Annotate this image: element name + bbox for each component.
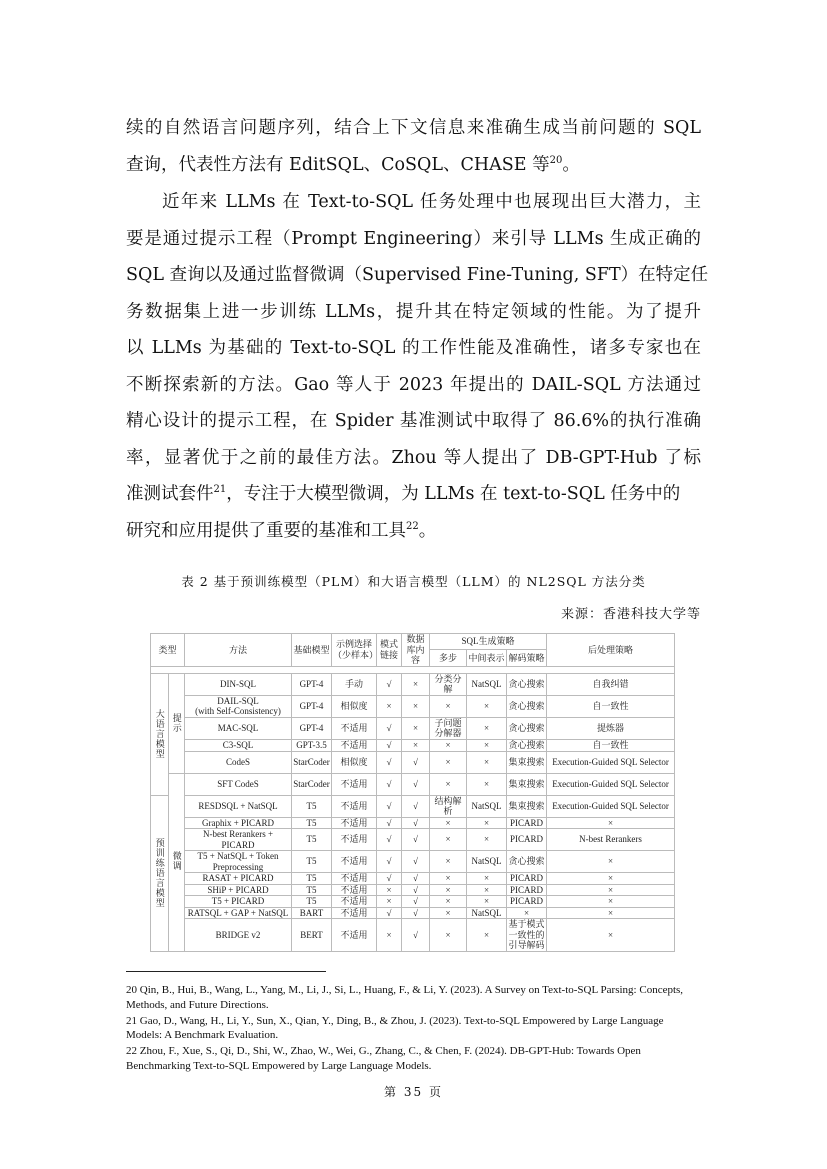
cell-intermediate: ×	[467, 717, 507, 739]
paragraph-line: 率，显著优于之前的最佳方法。Zhou 等人提出了 DB-GPT-Hub 了标	[126, 447, 701, 468]
header-method: 方法	[185, 634, 292, 667]
cell-multi-step: ×	[430, 751, 467, 773]
cell-post-processing: 自我纠错	[547, 673, 675, 695]
cell-decoding: PICARD	[507, 829, 547, 851]
header-type: 类型	[151, 634, 185, 667]
table-row	[151, 884, 675, 896]
cell-intermediate: ×	[467, 751, 507, 773]
cell-db-content: √	[402, 773, 430, 795]
cell-multi-step: ×	[430, 896, 467, 908]
cell-schema-linking: √	[377, 673, 402, 695]
cell-post-processing: 自一致性	[547, 695, 675, 717]
footnotes	[126, 983, 701, 1075]
cell-example-selection: 不适用	[332, 773, 377, 795]
table-row	[151, 717, 675, 739]
footnote-ref[interactable]: 22	[406, 520, 419, 532]
cell-schema-linking: √	[377, 829, 402, 851]
table-row	[151, 795, 675, 817]
table-row	[151, 919, 675, 952]
cell-multi-step: ×	[430, 817, 467, 829]
cell-db-content: √	[402, 884, 430, 896]
paragraph-line: 续的自然语言问题序列，结合上下文信息来准确生成当前问题的 SQL	[126, 118, 701, 138]
footnote-rule	[126, 971, 326, 972]
footnote: 20 Qin, B., Hui, B., Wang, L., Yang, M., Li, J., Si, L., Huang, F., & Li, Y. (2023). A Survey on Text-to-SQL Parsing: Concepts, Methods, and Future Directions.	[126, 984, 684, 1011]
cell-db-content: √	[402, 795, 430, 817]
header-intermediate: 中间表示	[467, 650, 507, 666]
cell-schema-linking: √	[377, 739, 402, 751]
cell-schema-linking: √	[377, 851, 402, 873]
table-row	[151, 896, 675, 908]
methods-table	[150, 633, 675, 952]
cell-post-processing: ×	[547, 817, 675, 829]
cell-method: T5 + NatSQL + Token Preprocessing	[185, 851, 292, 873]
cell-base-model: T5	[292, 896, 332, 908]
cell-decoding: ×	[507, 907, 547, 919]
cell-db-content: ×	[402, 673, 430, 695]
cell-schema-linking: √	[377, 751, 402, 773]
cell-multi-step: ×	[430, 907, 467, 919]
paragraph-line: 务数据集上进一步训练 LLMs，提升其在特定领域的性能。为了提升	[126, 301, 701, 322]
cell-multi-step: 结构解析	[430, 795, 467, 817]
table-row	[151, 873, 675, 885]
cell-intermediate: ×	[467, 773, 507, 795]
header-base-model: 基础模型	[292, 634, 332, 667]
cell-post-processing: 自一致性	[547, 739, 675, 751]
cell-multi-step: ×	[430, 695, 467, 717]
cell-schema-linking: ×	[377, 896, 402, 908]
cell-intermediate: NatSQL	[467, 907, 507, 919]
table-row	[151, 673, 675, 695]
cell-base-model: StarCoder	[292, 773, 332, 795]
cell-base-model: GPT-3.5	[292, 739, 332, 751]
cell-intermediate: NatSQL	[467, 795, 507, 817]
header-schema-linking: 模式链接	[377, 634, 402, 667]
cell-decoding: PICARD	[507, 884, 547, 896]
cell-method: C3-SQL	[185, 739, 292, 751]
cell-schema-linking: √	[377, 773, 402, 795]
cell-db-content: ×	[402, 739, 430, 751]
cell-example-selection: 不适用	[332, 817, 377, 829]
table-row	[151, 739, 675, 751]
header-sql-strategy: SQL生成策略	[430, 634, 547, 650]
footnote: 22 Zhou, F., Xue, S., Qi, D., Shi, W., Zhao, W., Wei, G., Zhang, C., & Chen, F. (2024). DB-GPT-Hub: Towards Open Benchmarking Text-to-SQL Empowered by Large Language Models.	[126, 1045, 641, 1072]
subgroup-finetune-cell	[169, 773, 185, 952]
cell-schema-linking: √	[377, 873, 402, 885]
paragraph-line: 研究和应用提供了重要的基准和工具$^{22}$。	[126, 520, 437, 541]
table-row	[151, 751, 675, 773]
paragraph-line: 精心设计的提示工程，在 Spider 基准测试中取得了 86.6%的执行准确	[126, 411, 701, 431]
cell-method: N-best Rerankers + PICARD	[185, 829, 292, 851]
group-llm: 大语言模型	[151, 673, 169, 795]
cell-base-model: BART	[292, 907, 332, 919]
cell-method: DAIL-SQL (with Self-Consistency)	[185, 695, 292, 717]
cell-example-selection: 手动	[332, 673, 377, 695]
table-row	[151, 829, 675, 851]
cell-decoding: 贪心搜索	[507, 717, 547, 739]
cell-schema-linking: √	[377, 795, 402, 817]
cell-decoding: 集束搜索	[507, 795, 547, 817]
cell-intermediate: NatSQL	[467, 673, 507, 695]
cell-intermediate: ×	[467, 873, 507, 885]
table-row	[151, 851, 675, 873]
cell-schema-linking: √	[377, 817, 402, 829]
cell-intermediate: ×	[467, 919, 507, 952]
cell-db-content: √	[402, 851, 430, 873]
cell-method: BRIDGE v2	[185, 919, 292, 952]
table-row	[151, 773, 675, 795]
cell-post-processing: ×	[547, 919, 675, 952]
table-spacer	[151, 666, 675, 673]
cell-multi-step: 子问题分解器	[430, 717, 467, 739]
cell-base-model: GPT-4	[292, 695, 332, 717]
cell-example-selection: 不适用	[332, 896, 377, 908]
footnote: 21 Gao, D., Wang, H., Li, Y., Sun, X., Qian, Y., Ding, B., & Zhou, J. (2023). Text-to-SQL Empowered by Large Language Models: A Benchmark Evaluation.	[126, 1014, 664, 1041]
cell-multi-step: ×	[430, 873, 467, 885]
cell-base-model: T5	[292, 851, 332, 873]
cell-db-content: √	[402, 896, 430, 908]
cell-post-processing: ×	[547, 907, 675, 919]
cell-intermediate: ×	[467, 817, 507, 829]
cell-example-selection: 不适用	[332, 919, 377, 952]
cell-post-processing: ×	[547, 896, 675, 908]
paragraph-line: SQL 查询以及通过监督微调（Supervised Fine-Tuning, SFT）在特定任	[126, 265, 709, 285]
cell-method: SHiP + PICARD	[185, 884, 292, 896]
cell-post-processing: Execution-Guided SQL Selector	[547, 773, 675, 795]
cell-example-selection: 不适用	[332, 795, 377, 817]
cell-post-processing: ×	[547, 851, 675, 873]
cell-method: DIN-SQL	[185, 673, 292, 695]
cell-base-model: StarCoder	[292, 751, 332, 773]
cell-example-selection: 相似度	[332, 695, 377, 717]
cell-db-content: ×	[402, 695, 430, 717]
paragraph-line: 要是通过提示工程（Prompt Engineering）来引导 LLMs 生成正确的	[126, 228, 701, 249]
cell-schema-linking: ×	[377, 695, 402, 717]
cell-example-selection: 不适用	[332, 829, 377, 851]
cell-schema-linking: ×	[377, 919, 402, 952]
paragraph-1	[126, 110, 701, 183]
cell-method: RASAT + PICARD	[185, 873, 292, 885]
table-caption: 表 2 基于预训练模型（PLM）和大语言模型（LLM）的 NL2SQL 方法分类	[181, 574, 646, 589]
cell-db-content: √	[402, 751, 430, 773]
cell-decoding: 贪心搜索	[508, 739, 545, 750]
cell-intermediate: ×	[467, 739, 507, 751]
table-row	[151, 695, 675, 717]
cell-intermediate: ×	[467, 884, 507, 896]
cell-decoding: 贪心搜索	[507, 851, 547, 873]
cell-decoding: 贪心搜索	[507, 695, 547, 717]
source-note: 来源：香港科技大学等	[560, 607, 701, 622]
cell-method: SFT CodeS	[185, 773, 292, 795]
cell-example-selection: 不适用	[332, 851, 377, 873]
cell-db-content: √	[402, 919, 430, 952]
cell-base-model: GPT-4	[292, 717, 332, 739]
page-number: 第 35 页	[384, 1085, 443, 1099]
cell-multi-step: ×	[430, 851, 467, 873]
cell-base-model: BERT	[292, 919, 332, 952]
cell-db-content: ×	[402, 717, 430, 739]
cell-example-selection: 相似度	[332, 751, 377, 773]
cell-decoding: 贪心搜索	[507, 673, 547, 695]
cell-db-content: √	[402, 907, 430, 919]
cell-schema-linking: ×	[377, 884, 402, 896]
cell-post-processing: Execution-Guided SQL Selector	[547, 751, 675, 773]
cell-decoding: 基于模式一致性的引导解码	[508, 919, 545, 951]
cell-post-processing: Execution-Guided SQL Selector	[547, 795, 675, 817]
cell-db-content: √	[402, 829, 430, 851]
cell-intermediate: ×	[467, 829, 507, 851]
cell-decoding: PICARD	[507, 896, 547, 908]
footnote-ref[interactable]: 20	[549, 154, 563, 166]
cell-multi-step: 分类分解	[430, 673, 467, 695]
cell-decoding: 集束搜索	[507, 751, 547, 773]
group-plm: 预训练语言模型	[151, 795, 169, 952]
cell-intermediate: ×	[467, 896, 507, 908]
cell-decoding: 集束搜索	[507, 773, 547, 795]
cell-base-model: T5	[292, 817, 332, 829]
cell-post-processing: ×	[547, 884, 675, 896]
table-row	[151, 817, 675, 829]
cell-method: RATSQL + GAP + NatSQL	[185, 907, 292, 919]
cell-example-selection: 不适用	[332, 717, 377, 739]
cell-example-selection: 不适用	[332, 907, 377, 919]
cell-post-processing: N-best Rerankers	[547, 829, 675, 851]
header-decoding: 解码策略	[507, 650, 547, 666]
cell-decoding: PICARD	[507, 817, 547, 829]
cell-example-selection: 不适用	[332, 884, 377, 896]
cell-base-model: T5	[292, 795, 332, 817]
cell-schema-linking: √	[377, 717, 402, 739]
cell-base-model: T5	[292, 829, 332, 851]
subgroup-prompt: 提示	[169, 673, 185, 773]
paragraph-line: 不断探索新的方法。Gao 等人于 2023 年提出的 DAIL-SQL 方法通过	[126, 374, 701, 395]
cell-example-selection: 不适用	[332, 739, 377, 751]
footnote-ref[interactable]: 21	[213, 484, 227, 496]
cell-example-selection: 不适用	[332, 873, 377, 885]
cell-base-model: T5	[292, 873, 332, 885]
paragraph-line: 近年来 LLMs 在 Text-to-SQL 任务处理中也展现出巨大潜力，主	[162, 192, 701, 212]
paragraph-line: 查询，代表性方法有 EditSQL、CoSQL、CHASE 等$^{20}$。	[126, 154, 580, 175]
cell-intermediate: NatSQL	[467, 851, 507, 873]
cell-method: T5 + PICARD	[185, 896, 292, 908]
cell-base-model: T5	[292, 884, 332, 896]
cell-method: CodeS	[185, 751, 292, 773]
paragraph-line: 准测试套件$^{21}$，专注于大模型微调，为 LLMs 在 text-to-SQL 任务中的	[126, 484, 681, 504]
subgroup-finetune: 微调	[171, 851, 182, 871]
table-header-row	[151, 634, 675, 650]
cell-method: MAC-SQL	[185, 717, 292, 739]
cell-multi-step: ×	[430, 739, 467, 751]
cell-method: RESDSQL + NatSQL	[185, 795, 292, 817]
cell-multi-step: ×	[430, 773, 467, 795]
header-db-content: 数据库内容	[402, 634, 430, 667]
cell-schema-linking: √	[377, 907, 402, 919]
cell-post-processing: ×	[547, 873, 675, 885]
header-example-selection: 示例选择（少样本）	[332, 634, 377, 667]
cell-db-content: √	[402, 817, 430, 829]
cell-decoding: PICARD	[507, 873, 547, 885]
table-row	[151, 907, 675, 919]
cell-db-content: √	[402, 873, 430, 885]
cell-method: Graphix + PICARD	[185, 817, 292, 829]
header-post-processing: 后处理策略	[547, 634, 675, 667]
cell-intermediate: ×	[467, 695, 507, 717]
paragraph-2	[126, 184, 709, 549]
paragraph-line: 以 LLMs 为基础的 Text-to-SQL 的工作性能及准确性，诸多专家也在	[126, 338, 701, 358]
cell-post-processing: 提炼器	[547, 717, 675, 739]
cell-multi-step: ×	[430, 829, 467, 851]
cell-multi-step: ×	[430, 919, 467, 952]
header-multi-step: 多步	[430, 650, 467, 666]
cell-multi-step: ×	[430, 884, 467, 896]
cell-base-model: GPT-4	[292, 673, 332, 695]
